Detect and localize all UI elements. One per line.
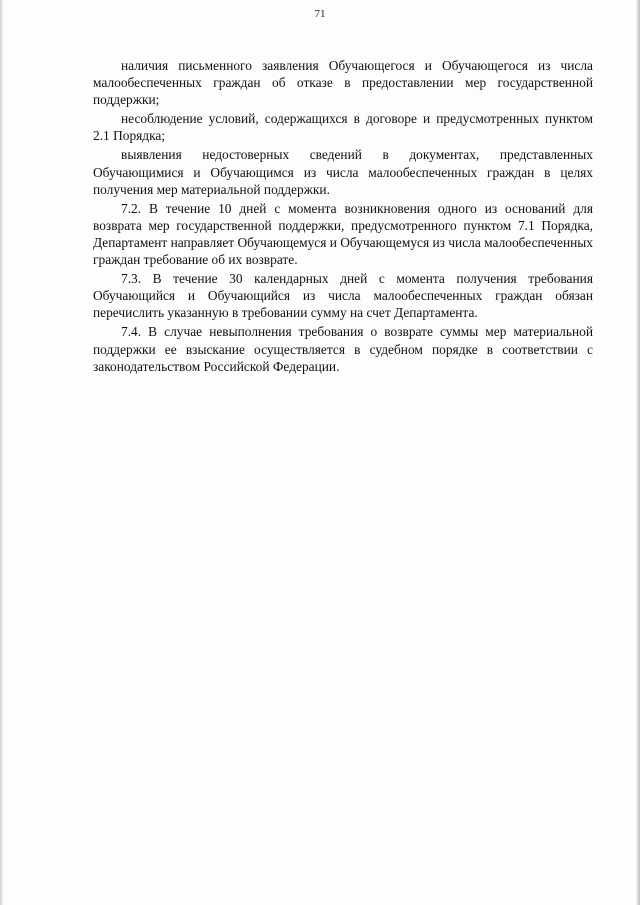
paragraph-7-3: 7.3. В течение 30 календарных дней с момента получения требования Обучающийся и Обучающийся из числа малообеспеченных граждан обязан перечислить указанную в требовании сумму на счет Департамента. xyxy=(93,271,593,321)
page-number: 71 xyxy=(314,8,326,20)
scan-edge-left xyxy=(0,0,3,905)
scan-edge-right xyxy=(636,0,640,905)
paragraph-false-information: выявления недостоверных сведений в документах, представленных Обучающимися и Обучающимся из числа малообеспеченных граждан в целях получения мер материальной поддержки. xyxy=(93,147,593,197)
document-body xyxy=(93,57,593,377)
paragraph-7-4: 7.4. В случае невыполнения требования о возврате суммы мер материальной поддержки ее взыскание осуществляется в судебном порядке в соответствии с законодательством Российской Федерации. xyxy=(93,324,593,374)
paragraph-7-2: 7.2. В течение 10 дней с момента возникновения одного из оснований для возврата мер государственной поддержки, предусмотренного пунктом 7.1 Порядка, Департамент направляет Обучающемуся и Обучающемуся из числа малообеспеченных граждан требование об их возврате. xyxy=(93,200,593,268)
paragraph-written-refusal: наличия письменного заявления Обучающегося и Обучающегося из числа малообеспеченных граждан об отказе в предоставлении мер государственной поддержки; xyxy=(93,58,593,108)
paragraph-contract-noncompliance: несоблюдение условий, содержащихся в договоре и предусмотренных пунктом 2.1 Порядка; xyxy=(93,111,593,144)
